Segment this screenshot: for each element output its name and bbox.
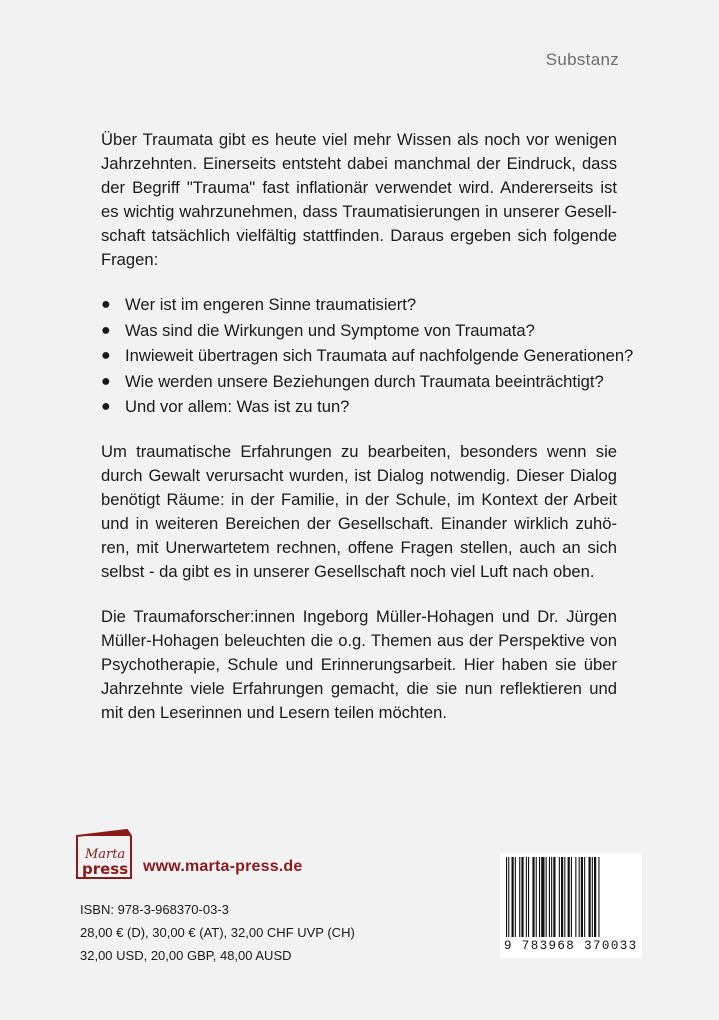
price-block [80, 898, 355, 967]
bullet-icon: ● [101, 372, 111, 390]
question-text: Wer ist im engeren Sinne traumatisiert? [125, 295, 417, 314]
bullet-icon: ● [101, 398, 111, 415]
barcode-digits: 9 783968 370033 [504, 939, 638, 953]
question-list [101, 292, 661, 420]
logo-word-press: press [82, 860, 129, 878]
question-text: Inwieweit übertragen sich Traumata auf nachfolgende Generationen? [125, 346, 634, 365]
authors-paragraph: Die Traumaforscher:innen Ingeborg Müller-Hohagen und Dr. Jürgen Müller-Hohagen beleuchten die o.g. Themen aus der Perspektive von Psychotherapie, Schule und Erinnerungsarbeit. Hier haben sie über Jahrzehnte viele Erfahrungen gemacht, die sie nun reflektieren und mit den Leserinnen und Lesern teilen möchten. [101, 607, 617, 722]
list-item [101, 394, 661, 420]
publisher-website[interactable]: www.marta-press.de [143, 858, 303, 875]
barcode-bars [504, 857, 638, 941]
price-line-2: 32,00 USD, 20,00 GBP, 48,00 AUSD [80, 948, 292, 963]
barcode [500, 853, 642, 958]
list-item [101, 343, 661, 369]
list-item [101, 369, 661, 395]
list-item [101, 318, 661, 344]
question-text: Und vor allem: Was ist zu tun? [125, 397, 350, 416]
isbn: ISBN: 978-3-968370-03-3 [80, 902, 229, 917]
question-text: Was sind die Wirkungen und Symptome von Traumata? [125, 320, 535, 340]
price-line-1: 28,00 € (D), 30,00 € (AT), 32,00 CHF UVP (CH) [80, 925, 355, 940]
bullet-icon: ● [101, 296, 111, 313]
dialog-paragraph: Um traumatische Erfahrungen zu bearbeiten, besonders wenn sie durch Gewalt verursacht wurden, ist Dialog notwendig. Dieser Dialog benötigt Räume: in der Familie, in der Schule, im Kontext der Arbeit und in weiteren Bereichen der Gesellschaft. Einander wirklich zuhören, mit Unerwartetem rechnen, offene Fragen stellen, auch an sich selbst - da gibt es in unserer Gesellschaft noch viel Luft nach oben. [101, 442, 617, 581]
logo-word-marta: Marta [85, 847, 126, 862]
publisher-logo [75, 828, 133, 880]
series-label: Substanz [545, 50, 619, 69]
list-item [101, 292, 661, 318]
intro-paragraph: Über Traumata gibt es heute viel mehr Wissen als noch vor wenigen Jahrzehnten. Einerseits entsteht dabei manchmal der Eindruck, dass der Begriff "Trauma" fast inflationär verwendet wird. Andererseits ist es wichtig wahrzunehmen, dass Traumatisierungen in unserer Gesellschaft tatsächlich vielfältig stattfinden. Daraus ergeben sich folgende Fragen: [101, 130, 617, 269]
bullet-icon: ● [101, 321, 111, 339]
question-text: Wie werden unsere Beziehungen durch Traumata beeinträchtigt? [125, 371, 604, 391]
bullet-icon: ● [101, 347, 111, 364]
